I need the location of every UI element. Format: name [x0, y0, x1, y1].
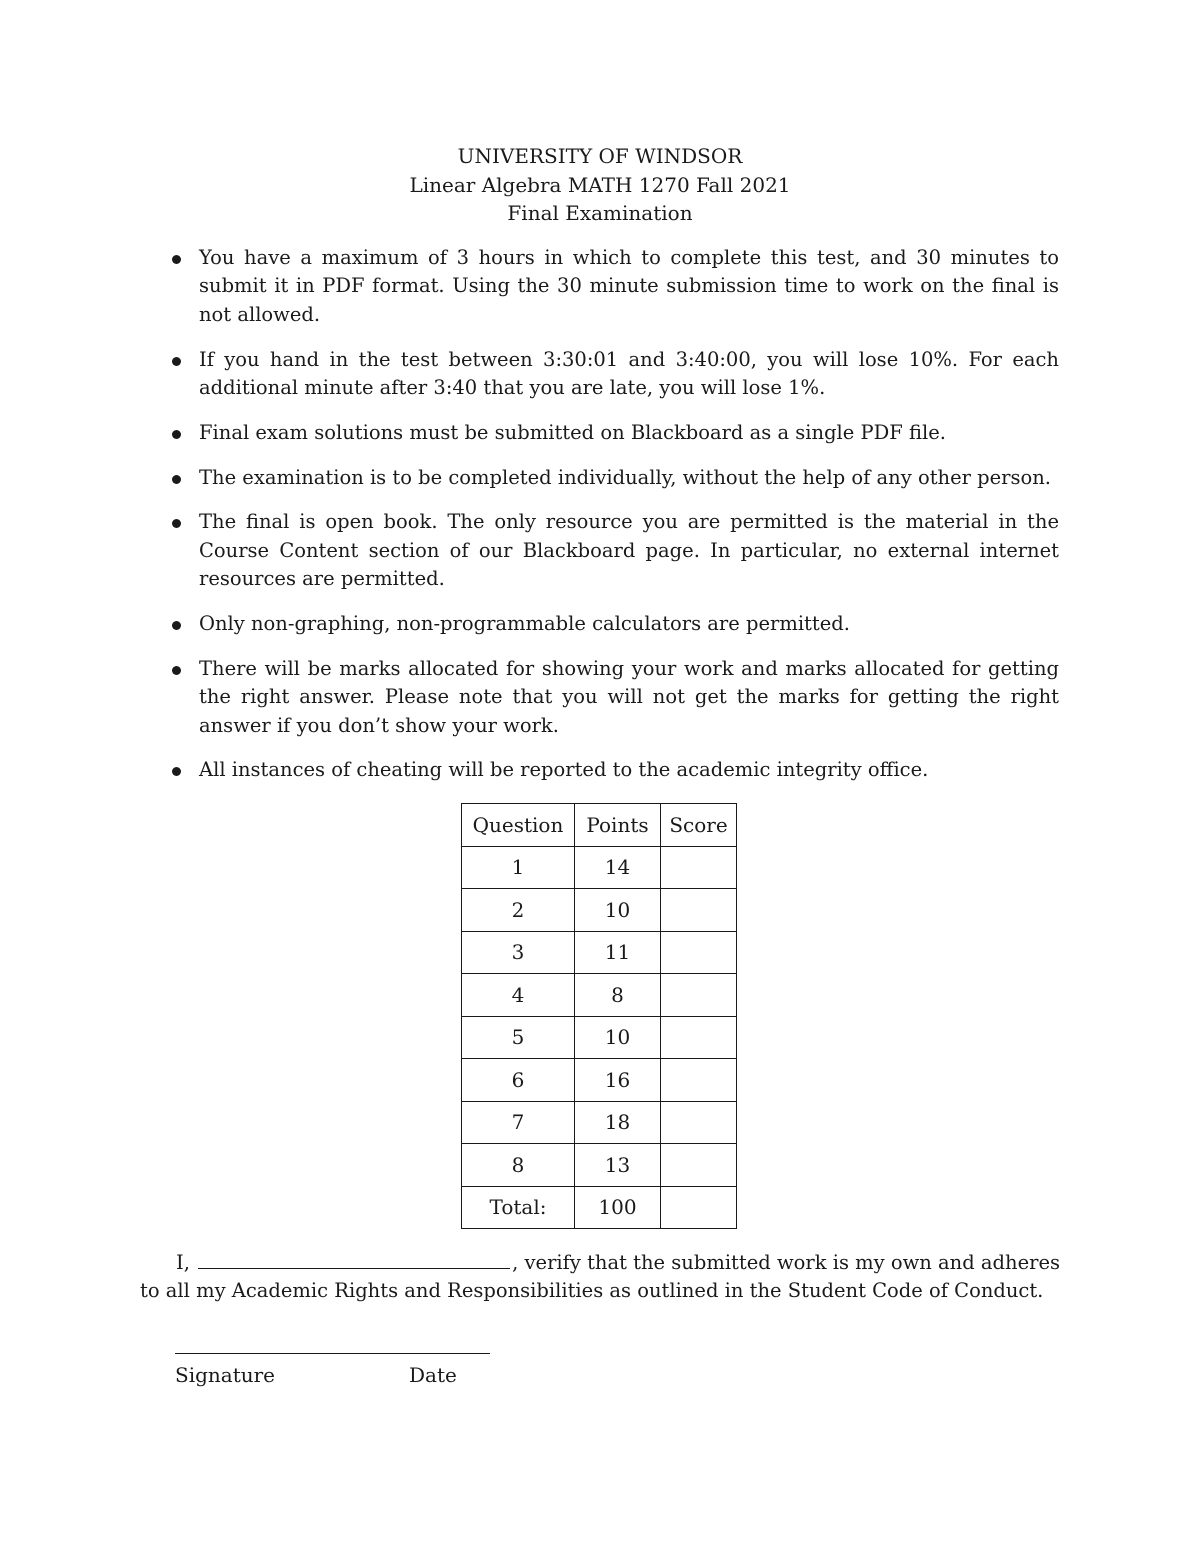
university-name: UNIVERSITY OF WINDSOR — [457, 144, 743, 168]
header-points: Points — [575, 804, 661, 847]
header-question: Question — [462, 804, 575, 847]
instruction-item — [199, 346, 1059, 403]
bullet-icon — [172, 255, 181, 264]
table-row — [462, 1144, 737, 1187]
question-score — [661, 931, 737, 974]
instruction-item — [199, 508, 1059, 593]
instruction-text: There will be marks allocated for showing your work and marks allocated for getting the right answer. Please note that you will not get the marks for getting the right answer if you don’t show your work. — [199, 656, 1059, 737]
table-row — [462, 1016, 737, 1059]
instruction-text: If you hand in the test between 3:30:01 and 3:40:00, you will lose 10%. For each additional minute after 3:40 that you are late, you will lose 1%. — [199, 347, 1059, 400]
question-number: 1 — [462, 846, 575, 889]
bullet-icon — [172, 666, 181, 675]
bullet-icon — [172, 430, 181, 439]
total-score — [661, 1186, 737, 1229]
instruction-item — [199, 655, 1059, 740]
signature-label: Signature — [175, 1363, 276, 1387]
question-number: 3 — [462, 931, 575, 974]
question-points: 10 — [575, 889, 661, 932]
bullet-icon — [172, 357, 181, 366]
instruction-text: Final exam solutions must be submitted on Blackboard as a single PDF file. — [199, 420, 946, 444]
header-score: Score — [661, 804, 737, 847]
bullet-icon — [172, 475, 181, 484]
instruction-text: All instances of cheating will be reported to the academic integrity office. — [199, 758, 929, 782]
table-row — [462, 846, 737, 889]
question-points: 8 — [575, 974, 661, 1017]
question-number: 2 — [462, 889, 575, 932]
instruction-item — [199, 244, 1059, 329]
question-score — [661, 974, 737, 1017]
question-number: 4 — [462, 974, 575, 1017]
course-title: Linear Algebra MATH 1270 Fall 2021 — [409, 173, 791, 197]
question-score — [661, 1101, 737, 1144]
question-points: 10 — [575, 1016, 661, 1059]
instruction-item — [199, 464, 1059, 492]
instruction-item — [199, 756, 1059, 784]
bullet-icon — [172, 767, 181, 776]
question-points: 16 — [575, 1059, 661, 1102]
question-score — [661, 1059, 737, 1102]
table-row — [462, 931, 737, 974]
question-number: 6 — [462, 1059, 575, 1102]
instruction-item — [199, 419, 1059, 447]
name-blank — [198, 1250, 510, 1269]
bullet-icon — [172, 621, 181, 630]
table-row — [462, 974, 737, 1017]
question-score — [661, 1016, 737, 1059]
instructions-list — [0, 244, 1200, 801]
question-points: 18 — [575, 1101, 661, 1144]
total-row — [462, 1186, 737, 1229]
question-score — [661, 846, 737, 889]
instruction-text: The final is open book. The only resource you are permitted is the material in the Course Content section of our Blackboard page. In particular, no external internet resources are permitted. — [199, 510, 1059, 591]
question-number: 8 — [462, 1144, 575, 1187]
instruction-text: The examination is to be completed individually, without the help of any other person. — [199, 465, 1051, 489]
verification-line-1-text: , verify that the submitted work is my own and adheres — [512, 1251, 1060, 1274]
table-row — [462, 1101, 737, 1144]
question-score — [661, 1144, 737, 1187]
exam-title: Final Examination — [507, 201, 693, 225]
total-label: Total: — [462, 1186, 575, 1229]
score-table-header — [462, 804, 737, 847]
signature-line — [175, 1353, 490, 1354]
verification-line-1 — [140, 1250, 1060, 1274]
question-number: 7 — [462, 1101, 575, 1144]
question-number: 5 — [462, 1016, 575, 1059]
instruction-text: Only non-graphing, non-programmable calculators are permitted. — [199, 612, 850, 636]
score-table — [461, 803, 737, 1229]
bullet-icon — [172, 519, 181, 528]
instruction-item — [199, 610, 1059, 638]
verification-prefix: I, — [176, 1251, 190, 1274]
date-label: Date — [409, 1363, 457, 1387]
question-score — [661, 889, 737, 932]
question-points: 14 — [575, 846, 661, 889]
question-points: 11 — [575, 931, 661, 974]
total-points: 100 — [575, 1186, 661, 1229]
table-row — [462, 1059, 737, 1102]
instruction-text: You have a maximum of 3 hours in which to complete this test, and 30 minutes to submit it in PDF format. Using the 30 minute submission time to work on the final is not allowed. — [199, 246, 1059, 326]
question-points: 13 — [575, 1144, 661, 1187]
verification-line-2: to all my Academic Rights and Responsibilities as outlined in the Student Code of Conduct. — [140, 1279, 1044, 1302]
table-row — [462, 889, 737, 932]
